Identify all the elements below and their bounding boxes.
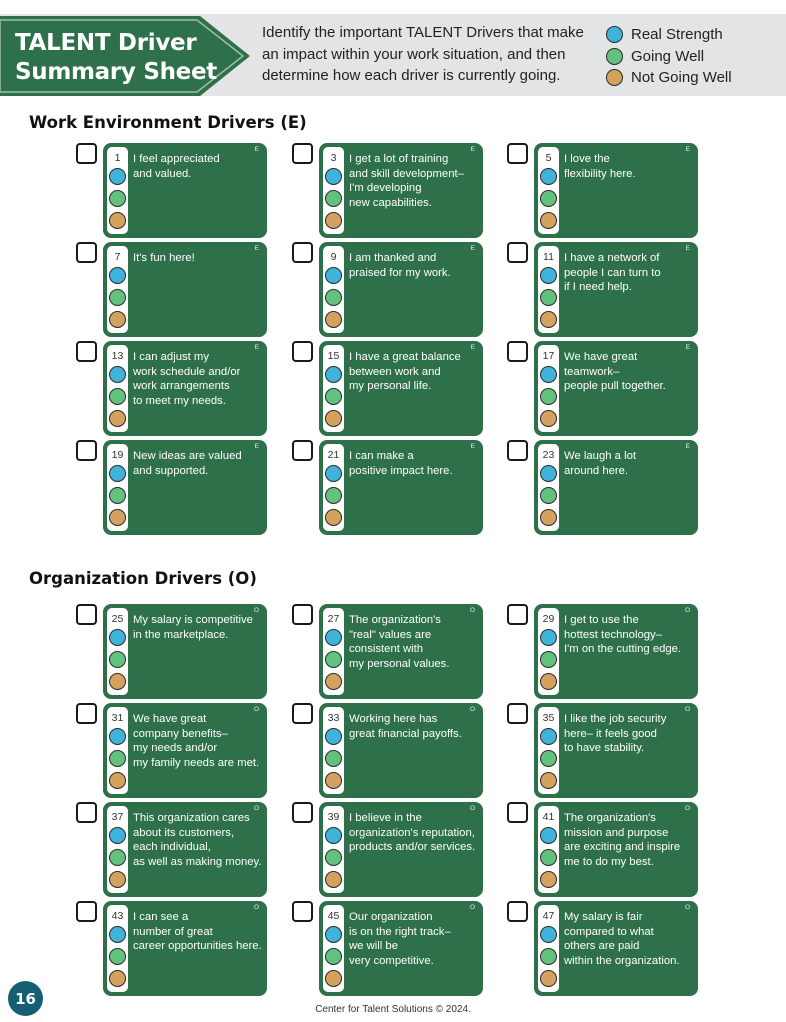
driver-category-code: O [469,706,475,713]
driver-checkbox[interactable] [507,242,528,263]
driver-item [507,802,703,897]
rating-strip [107,345,128,432]
driver-number: 7 [114,251,121,263]
tan-circle-icon[interactable] [325,673,342,690]
tan-circle-icon[interactable] [109,410,126,427]
driver-checkbox[interactable] [507,440,528,461]
tan-circle-icon[interactable] [540,871,557,888]
driver-statement: The organization's mission and purpose are exciting and inspire me to do my best. [564,812,681,868]
blue-circle-icon[interactable] [540,827,557,844]
driver-item [76,143,272,238]
driver-card [534,440,698,535]
driver-statement: I have a network of people I can turn to if I need help. [564,252,661,294]
driver-category-code: O [469,805,475,812]
driver-item [76,604,272,699]
driver-number: 5 [545,152,552,164]
rating-strip [323,707,344,794]
blue-circle-icon[interactable] [109,629,126,646]
driver-checkbox[interactable] [76,802,97,823]
tan-circle-icon[interactable] [325,212,342,229]
tan-circle-icon[interactable] [109,311,126,328]
driver-card [103,802,267,897]
green-circle-icon[interactable] [540,388,557,405]
driver-item [507,143,703,238]
tan-circle-icon[interactable] [325,970,342,987]
driver-card [534,341,698,436]
driver-category-code: E [685,146,690,153]
blue-circle-icon[interactable] [109,728,126,745]
blue-circle-icon[interactable] [540,629,557,646]
driver-checkbox[interactable] [292,242,313,263]
driver-item [292,703,488,798]
driver-item [292,242,488,337]
tan-circle-icon[interactable] [325,311,342,328]
driver-checkbox[interactable] [76,440,97,461]
green-circle-icon[interactable] [325,487,342,504]
driver-item [292,341,488,436]
driver-card [534,143,698,238]
green-circle-icon[interactable] [540,948,557,965]
driver-card [103,604,267,699]
driver-category-code: E [685,245,690,252]
green-circle-icon[interactable] [325,750,342,767]
driver-number: 37 [111,811,124,823]
driver-statement: I believe in the organization's reputation, products and/or services. [349,812,476,854]
driver-checkbox[interactable] [76,143,97,164]
tan-circle-icon[interactable] [540,212,557,229]
driver-category-code: O [253,706,259,713]
driver-checkbox[interactable] [292,703,313,724]
driver-item [507,341,703,436]
driver-statement: My salary is competitive in the marketplace. [133,614,253,641]
driver-checkbox[interactable] [507,802,528,823]
rating-strip [323,608,344,695]
rating-strip [538,444,559,531]
blue-circle-icon[interactable] [540,366,557,383]
driver-statement: I love the flexibility here. [564,153,636,180]
driver-card [103,703,267,798]
page-title-line-2: Summary Sheet [15,59,217,85]
driver-checkbox[interactable] [507,703,528,724]
driver-card [534,802,698,897]
driver-number: 29 [542,613,555,625]
driver-statement: This organization cares about its customers, each individual, as well as making money. [133,812,262,868]
driver-item [292,802,488,897]
instructions-text: Identify the important TALENT Drivers that make an impact within your work situation, and then determine how each driver is currently going. [262,24,584,84]
green-circle-icon[interactable] [109,289,126,306]
driver-checkbox[interactable] [76,242,97,263]
driver-category-code: O [253,904,259,911]
driver-number: 25 [111,613,124,625]
driver-checkbox[interactable] [507,604,528,625]
rating-strip [538,806,559,893]
driver-item [507,901,703,996]
driver-card [319,802,483,897]
driver-card [319,604,483,699]
driver-number: 3 [330,152,337,164]
driver-number: 1 [114,152,121,164]
page-title-line-1: TALENT Driver [15,30,197,56]
blue-circle-icon[interactable] [325,168,342,185]
driver-number: 13 [111,350,124,362]
driver-category-code: E [685,344,690,351]
driver-statement: Working here has great financial payoffs. [349,713,462,740]
driver-statement: Our organization is on the right track– we will be very competitive. [349,911,451,967]
driver-statement: I get to use the hottest technology– I'm on the cutting edge. [564,614,682,656]
green-circle-icon[interactable] [325,289,342,306]
driver-item [76,901,272,996]
rating-strip [107,707,128,794]
rating-strip [323,345,344,432]
tan-circle-icon[interactable] [540,410,557,427]
driver-card [319,242,483,337]
driver-category-code: O [469,607,475,614]
driver-category-code: O [253,805,259,812]
driver-statement: I like the job security here– it feels good to have stability. [564,713,667,755]
green-circle-icon[interactable] [540,750,557,767]
driver-item [292,143,488,238]
driver-category-code: E [254,146,259,153]
tan-circle-icon[interactable] [540,311,557,328]
legend-label: Going Well [631,47,705,65]
driver-number: 9 [330,251,337,263]
driver-card [534,703,698,798]
blue-circle-icon[interactable] [540,465,557,482]
blue-circle-icon[interactable] [109,267,126,284]
driver-checkbox[interactable] [76,604,97,625]
driver-card [103,143,267,238]
blue-circle-icon[interactable] [540,267,557,284]
driver-checkbox[interactable] [292,604,313,625]
blue-circle-icon[interactable] [109,926,126,943]
rating-strip [538,608,559,695]
driver-number: 31 [111,712,124,724]
driver-statement: New ideas are valued and supported. [133,450,242,477]
blue-circle-icon [606,26,623,43]
tan-circle-icon[interactable] [325,509,342,526]
driver-statement: I get a lot of training and skill development– I'm developing new capabilities. [349,153,464,209]
driver-number: 27 [327,613,340,625]
green-circle-icon[interactable] [109,388,126,405]
driver-checkbox[interactable] [292,802,313,823]
driver-card [534,901,698,996]
driver-statement: I have a great balance between work and my personal life. [349,351,461,393]
driver-checkbox[interactable] [507,143,528,164]
rating-strip [323,147,344,234]
tan-circle-icon[interactable] [109,772,126,789]
title-banner [0,16,254,96]
driver-statement: I can adjust my work schedule and/or work arrangements to meet my needs. [133,351,241,407]
rating-strip [323,905,344,992]
rating-strip [107,147,128,234]
tan-circle-icon [606,69,623,86]
blue-circle-icon[interactable] [109,465,126,482]
section-title-organization: Organization Drivers (O) [29,569,257,588]
driver-statement: We have great company benefits– my needs and/or my family needs are met. [133,713,260,769]
tan-circle-icon[interactable] [109,509,126,526]
driver-category-code: O [684,706,690,713]
green-circle-icon[interactable] [109,487,126,504]
driver-category-code: O [684,904,690,911]
legend [606,24,732,89]
page-number-badge: 16 [8,981,43,1016]
green-circle-icon[interactable] [325,849,342,866]
blue-circle-icon[interactable] [325,629,342,646]
rating-strip [107,246,128,333]
tan-circle-icon[interactable] [109,673,126,690]
driver-checkbox[interactable] [507,901,528,922]
driver-card [319,341,483,436]
driver-checkbox[interactable] [292,341,313,362]
blue-circle-icon[interactable] [540,728,557,745]
driver-checkbox[interactable] [292,143,313,164]
driver-checkbox[interactable] [292,440,313,461]
blue-circle-icon[interactable] [325,926,342,943]
driver-card [534,242,698,337]
tan-circle-icon[interactable] [325,410,342,427]
rating-strip [107,444,128,531]
driver-checkbox[interactable] [292,901,313,922]
blue-circle-icon[interactable] [540,168,557,185]
driver-number: 39 [327,811,340,823]
legend-label: Real Strength [631,26,723,44]
driver-category-code: E [470,344,475,351]
driver-item [507,242,703,337]
driver-item [292,604,488,699]
driver-statement: We laugh a lot around here. [564,450,637,477]
driver-statement: We have great teamwork– people pull together. [564,351,666,393]
driver-number: 19 [111,449,124,461]
blue-circle-icon[interactable] [109,366,126,383]
driver-card [103,242,267,337]
legend-item-going-well [606,46,732,68]
driver-item [507,604,703,699]
rating-strip [538,707,559,794]
driver-item [76,703,272,798]
driver-number: 33 [327,712,340,724]
legend-item-not-going-well [606,67,732,89]
driver-number: 17 [542,350,555,362]
driver-checkbox[interactable] [76,703,97,724]
driver-card [103,901,267,996]
driver-card [319,901,483,996]
driver-category-code: O [684,607,690,614]
driver-checkbox[interactable] [507,341,528,362]
driver-category-code: E [685,443,690,450]
driver-checkbox[interactable] [76,901,97,922]
driver-statement: It's fun here! [133,252,195,264]
rating-strip [538,345,559,432]
rating-strip [538,905,559,992]
driver-statement: The organization's "real" values are consistent with my personal values. [349,614,450,670]
green-circle-icon[interactable] [109,651,126,668]
legend-label: Not Going Well [631,69,732,87]
rating-strip [538,246,559,333]
driver-category-code: E [254,344,259,351]
driver-number: 35 [542,712,555,724]
driver-card [319,703,483,798]
tan-circle-icon[interactable] [109,871,126,888]
driver-card [103,341,267,436]
rating-strip [107,608,128,695]
green-circle-icon[interactable] [109,190,126,207]
driver-category-code: E [254,443,259,450]
driver-number: 21 [327,449,340,461]
rating-strip [107,905,128,992]
green-circle-icon[interactable] [540,849,557,866]
driver-statement: I can see a number of great career opportunities here. [133,911,262,953]
green-circle-icon[interactable] [540,190,557,207]
driver-statement: I am thanked and praised for my work. [349,252,451,279]
green-circle-icon[interactable] [109,750,126,767]
driver-category-code: O [469,904,475,911]
driver-category-code: E [470,245,475,252]
driver-item [76,341,272,436]
green-circle-icon[interactable] [325,388,342,405]
driver-card [319,440,483,535]
green-circle-icon [606,48,623,65]
driver-item [76,440,272,535]
green-circle-icon[interactable] [325,651,342,668]
driver-item [292,901,488,996]
green-circle-icon[interactable] [325,948,342,965]
driver-category-code: O [684,805,690,812]
page-title [15,29,217,87]
driver-category-code: E [470,146,475,153]
rating-strip [323,806,344,893]
rating-strip [107,806,128,893]
tan-circle-icon[interactable] [540,772,557,789]
driver-category-code: O [253,607,259,614]
blue-circle-icon[interactable] [325,728,342,745]
legend-item-real-strength [606,24,732,46]
driver-number: 15 [327,350,340,362]
driver-statement: I feel appreciated and valued. [133,153,220,180]
driver-number: 45 [327,910,340,922]
driver-card [319,143,483,238]
green-circle-icon[interactable] [109,948,126,965]
tan-circle-icon[interactable] [540,509,557,526]
driver-number: 41 [542,811,555,823]
driver-item [507,703,703,798]
tan-circle-icon[interactable] [540,673,557,690]
tan-circle-icon[interactable] [109,970,126,987]
blue-circle-icon[interactable] [325,267,342,284]
rating-strip [323,444,344,531]
section-title-work-environment: Work Environment Drivers (E) [29,113,307,132]
green-circle-icon[interactable] [540,487,557,504]
blue-circle-icon[interactable] [325,827,342,844]
tan-circle-icon[interactable] [325,871,342,888]
driver-statement: I can make a positive impact here. [349,450,453,477]
driver-checkbox[interactable] [76,341,97,362]
green-circle-icon[interactable] [540,289,557,306]
tan-circle-icon[interactable] [109,212,126,229]
driver-item [76,802,272,897]
driver-item [507,440,703,535]
driver-item [292,440,488,535]
driver-card [534,604,698,699]
rating-strip [323,246,344,333]
driver-item [76,242,272,337]
blue-circle-icon[interactable] [325,465,342,482]
blue-circle-icon[interactable] [540,926,557,943]
green-circle-icon[interactable] [540,651,557,668]
rating-strip [538,147,559,234]
blue-circle-icon[interactable] [109,827,126,844]
driver-number: 11 [543,251,554,263]
driver-category-code: E [470,443,475,450]
driver-number: 43 [111,910,124,922]
blue-circle-icon[interactable] [109,168,126,185]
blue-circle-icon[interactable] [325,366,342,383]
green-circle-icon[interactable] [109,849,126,866]
driver-category-code: E [254,245,259,252]
driver-number: 23 [542,449,555,461]
green-circle-icon[interactable] [325,190,342,207]
driver-statement: My salary is fair compared to what others are paid within the organization. [564,911,680,967]
tan-circle-icon[interactable] [540,970,557,987]
driver-number: 47 [542,910,555,922]
copyright-footer: Center for Talent Solutions © 2024. [315,1004,471,1015]
driver-card [103,440,267,535]
tan-circle-icon[interactable] [325,772,342,789]
